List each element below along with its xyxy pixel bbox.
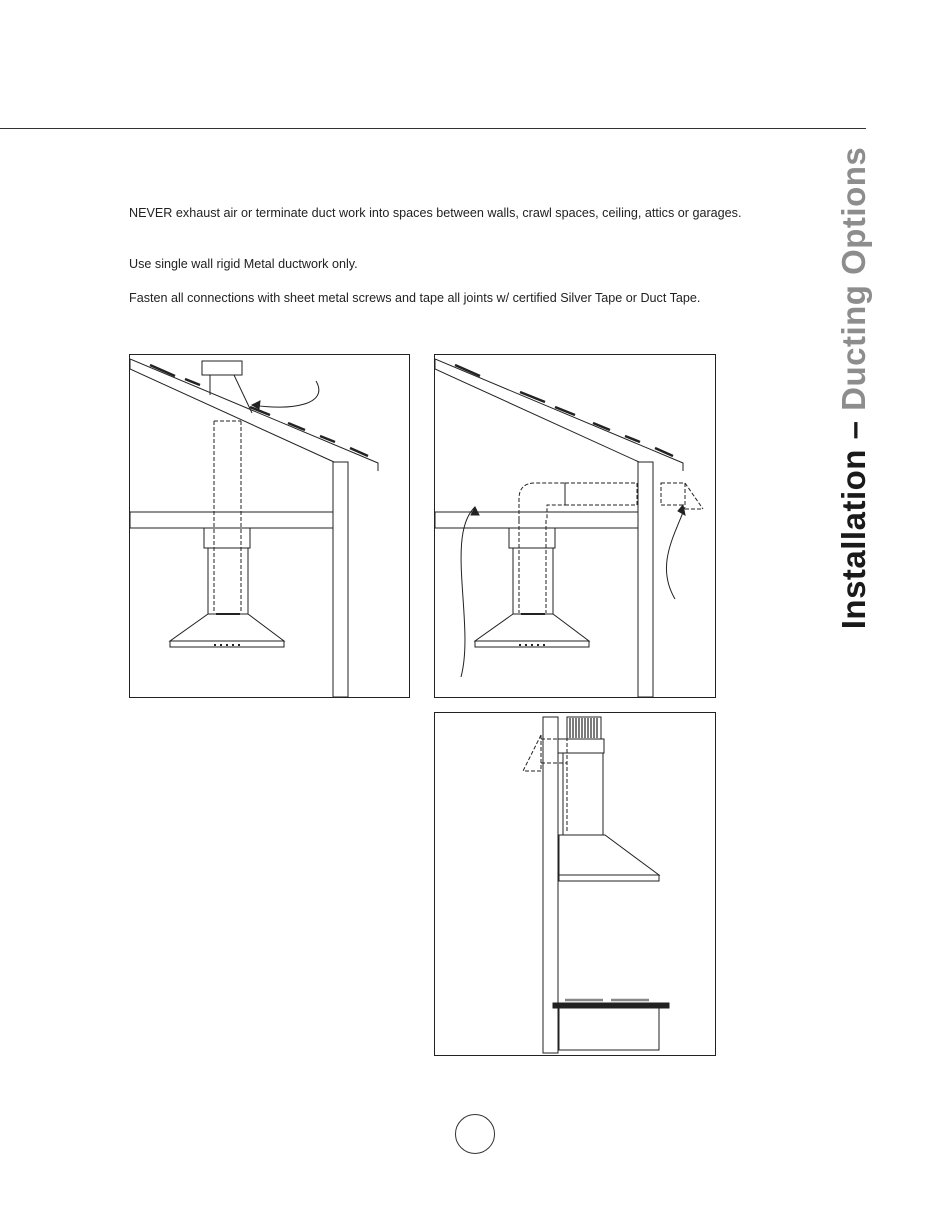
wall-vent-drawing <box>435 713 715 1055</box>
ceiling-joist <box>435 512 638 528</box>
attic-vent-drawing <box>435 355 715 697</box>
vent-grille <box>567 717 601 739</box>
figure-attic-horizontal-ducting <box>434 354 716 698</box>
cooktop-surface <box>553 1003 669 1008</box>
base-cabinet <box>559 1008 659 1050</box>
arrow-curve <box>252 381 319 407</box>
figure-wall-mount-ducting <box>434 712 716 1056</box>
section-title <box>835 147 873 630</box>
instruction-never-exhaust: NEVER exhaust air or terminate duct work into spaces between walls, crawl spaces, ceiling, attics or garages. <box>129 206 742 220</box>
wall-hood-canopy <box>559 835 659 875</box>
roof-line-top <box>130 359 378 471</box>
instruction-fasten-connections: Fasten all connections with sheet metal screws and tape all joints w/ certified Silver Tape or Duct Tape. <box>129 291 701 305</box>
exterior-wall <box>333 462 348 697</box>
section-title-sub: Ducting Options <box>835 146 872 411</box>
figure-roof-vent-ducting <box>129 354 410 698</box>
header-rule <box>0 128 866 129</box>
arrow-right <box>666 507 685 599</box>
section-title-main: Installation – <box>835 410 872 630</box>
ceiling-joist <box>130 512 333 528</box>
hood-canopy <box>170 614 284 641</box>
chimney-upper <box>204 528 250 548</box>
instruction-single-wall-duct: Use single wall rigid Metal ductwork only. <box>129 257 358 271</box>
exterior-wall <box>638 462 653 697</box>
roof-line-bottom <box>130 369 334 462</box>
page-number <box>455 1114 495 1154</box>
roof-cap <box>202 361 242 375</box>
arrow-left <box>461 507 475 677</box>
roof-vent-drawing <box>130 355 409 697</box>
